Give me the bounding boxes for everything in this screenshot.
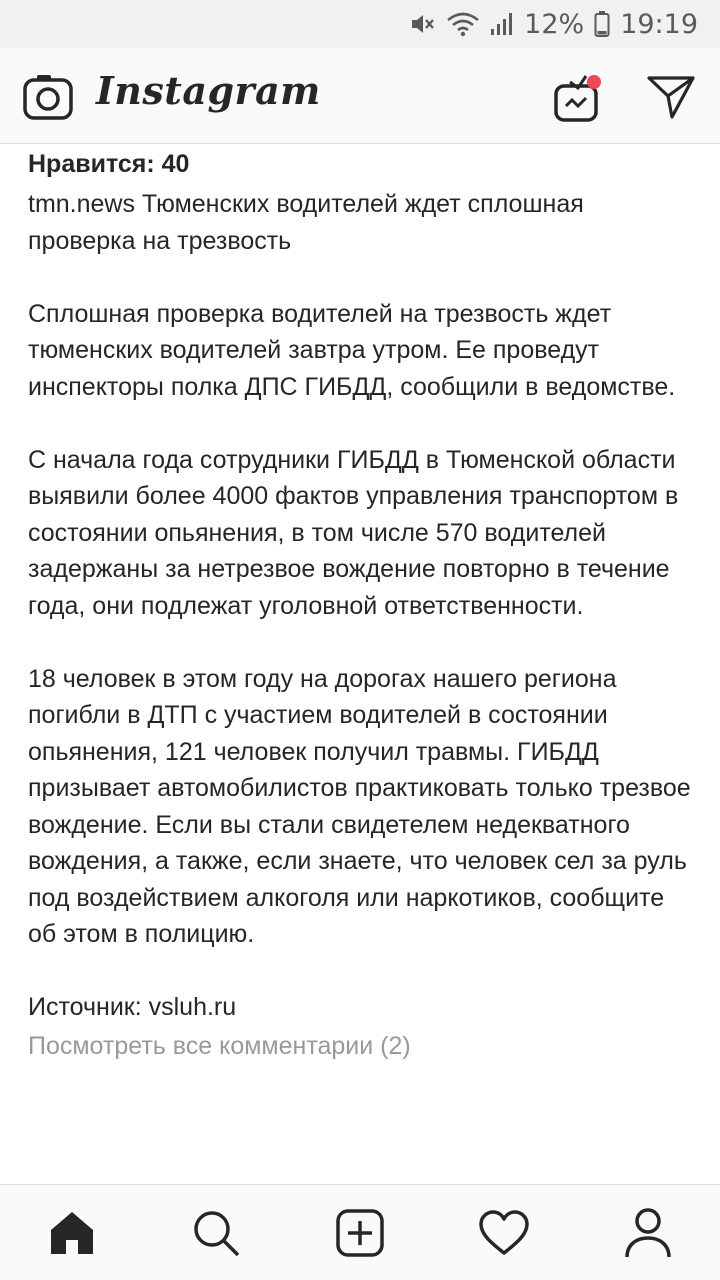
mute-icon [408,11,436,37]
direct-send-icon [646,74,696,120]
app-logo: Instagram [96,68,321,113]
new-post-icon [335,1208,385,1258]
post-content [0,144,720,1184]
post-username[interactable]: tmn.news [28,190,135,218]
nav-search[interactable] [186,1203,246,1263]
app-header [0,48,720,144]
igtv-button[interactable] [552,70,604,124]
post-caption [28,186,692,259]
search-icon [191,1208,241,1258]
direct-send-button[interactable] [646,74,696,120]
notification-dot [587,75,601,89]
battery-icon [594,10,610,38]
caption-paragraph: Сплошная проверка водителей на трезвость ждет тюменских водителей завтра утром. Ее проведут инспекторы полка ДПС ГИБДД, сообщили в ведомстве. [28,299,676,401]
view-comments-link[interactable]: Посмотреть все комментарии (2) [28,1031,411,1060]
clock: 19:19 [620,8,698,40]
camera-button[interactable] [22,72,74,122]
home-icon [47,1208,97,1258]
nav-home[interactable] [42,1203,102,1263]
bottom-nav [0,1184,720,1280]
nav-activity[interactable] [474,1203,534,1263]
camera-icon [22,72,74,122]
igtv-icon [552,70,604,124]
caption-title: Тюменских водителей ждет сплошная проверка на трезвость [28,190,584,255]
status-bar [0,0,720,48]
caption-paragraph: 18 человек в этом году на дорогах нашего региона погибли в ДТП с участием водителей в состоянии опьянения, 121 человек получил травмы. ГИБДД призывает автомобилистов практиковать только трезвое вождение. Если вы стали свидетелем недекватного вождения, а также, если знаете, что человек сел за руль под воздействием алкоголя или наркотиков, сообщите об этом в полицию. [28,664,691,948]
nav-profile[interactable] [618,1203,678,1263]
likes-count[interactable]: Нравится: 40 [28,150,190,178]
profile-icon [623,1207,673,1259]
caption-paragraph: С начала года сотрудники ГИБДД в Тюменской области выявили более 4000 фактов управления транспортом в состоянии опьянения, в том числе 570 водителей задержаны за нетрезвое вождение повторно в течение года, они подлежат уголовной ответственности. [28,445,679,620]
signal-icon [490,11,514,37]
nav-new-post[interactable] [330,1203,390,1263]
activity-icon [478,1209,530,1257]
caption-source: Источник: vsluh.ru [28,993,237,1021]
battery-percent: 12% [524,8,585,40]
wifi-icon [446,11,480,37]
